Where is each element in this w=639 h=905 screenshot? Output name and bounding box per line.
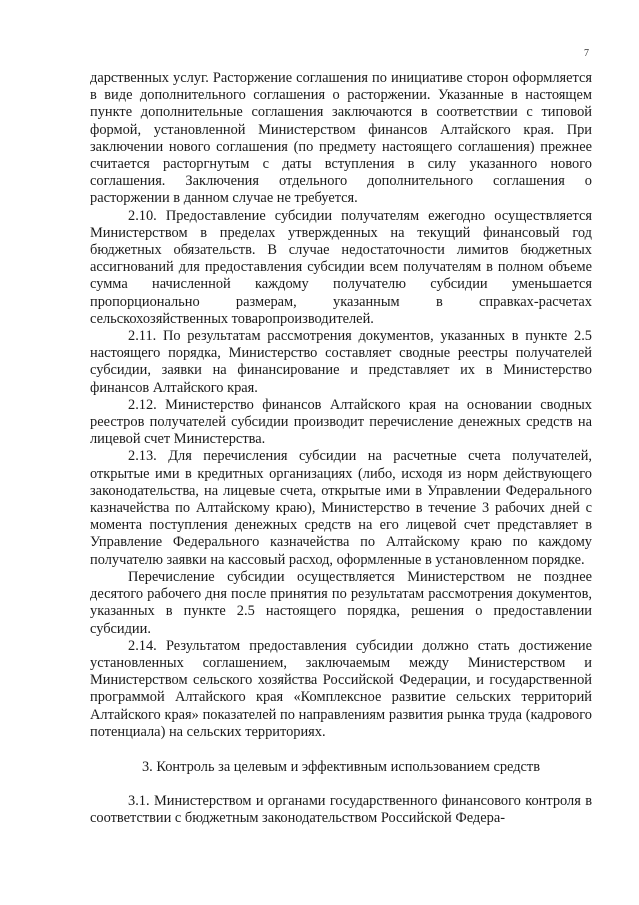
paragraph-continuation: дарственных услуг. Расторжение соглашения по инициативе сторон оформляется в виде дополнительного соглашения о расторжении. Указанные в настоящем пункте дополнительные соглашения заключаются в соответствии с типовой формой, установленной Министерством финансов Алтайского края. При заключении нового соглашения (по предмету настоящего соглашения) прежнее считается расторгнутым с даты вступления в силу указанного нового соглашения. Заключения отдельного дополнительного соглашения о расторжении в данном случае не требуется. — [90, 70, 592, 207]
section-heading: 3. Контроль за целевым и эффективным использованием средств — [141, 758, 541, 775]
paragraph-2-12: 2.12. Министерство финансов Алтайского края на основании сводных реестров получателей субсидии производит перечисление денежных средств на лицевой счет Министерства. — [90, 396, 592, 448]
paragraph-2-13: 2.13. Для перечисления субсидии на расчетные счета получателей, открытые ими в кредитных организациях (либо, исходя из норм действующего законодательства, на лицевые счета, открытые ими в Управлении Федерального казначейства по Алтайскому краю), Министерство в течение 3 рабочих дней с момента поступления денежных средств на его лицевой счет представляет в Управление Федерального казначейства по Алтайскому краю по каждому получателю заявки на кассовый расход, оформленные в установленном порядке. — [90, 448, 592, 568]
paragraph-transfer-deadline: Перечисление субсидии осуществляется Министерством не позднее десятого рабочего дня после принятия по результатам рассмотрения документов, указанных в пункте 2.5 настоящего порядка, решения о предоставлении субсидии. — [90, 568, 592, 637]
paragraph-2-14: 2.14. Результатом предоставления субсидии должно стать достижение установленных соглашением, заключаемым между Министерством и Министерством сельского хозяйства Российской Федерации, и государственной программой Алтайского края «Комплексное развитие сельских территорий Алтайского края» показателей по направлениям развития рынка труда (кадрового потенциала) на сельских территориях. — [90, 637, 592, 740]
paragraph-2-11: 2.11. По результатам рассмотрения документов, указанных в пункте 2.5 настоящего порядка, Министерство составляет сводные реестры получателей субсидии, заявки на финансирование и представляет их в Министерство финансов Алтайского края. — [90, 328, 592, 396]
page-number: 7 — [584, 48, 589, 59]
document-body — [90, 70, 592, 828]
paragraph-2-10: 2.10. Предоставление субсидии получателям ежегодно осуществляется Министерством в пределах утвержденных на текущий финансовый год бюджетных обязательств. В случае недостаточности лимитов бюджетных ассигнований для предоставления субсидии всем получателям в полном объеме сумма начисленной каждому получателю субсидии уменьшается пропорционально размерам, указанным в справках-расчетах сельскохозяйственных товаропроизводителей. — [90, 207, 592, 327]
paragraph-3-1: 3.1. Министерством и органами государственного финансового контроля в соответствии с бюджетным законодательством Российской Федера- — [90, 793, 592, 827]
